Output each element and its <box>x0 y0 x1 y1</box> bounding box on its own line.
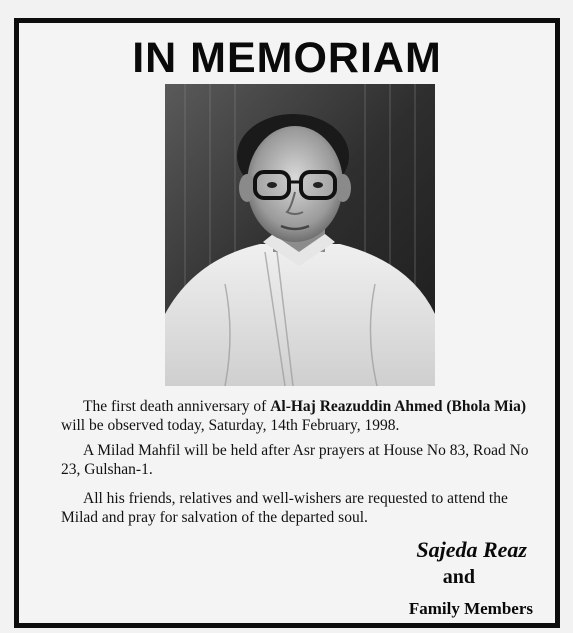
invitation-text: All his friends, relatives and well-wishers are requested to attend the Milad and pray for salvation of the departed soul. <box>61 490 508 526</box>
anniversary-lead: The first death anniversary of <box>83 398 271 415</box>
anniversary-paragraph <box>61 397 545 435</box>
notice-title: IN MEMORIAM <box>132 34 442 82</box>
portrait-photo <box>165 84 435 386</box>
signature-and: and <box>442 566 475 588</box>
milad-paragraph <box>61 441 545 479</box>
anniversary-tail: will be observed today, Saturday, 14th February, 1998. <box>61 417 400 434</box>
signature-family: Family Members <box>408 599 533 618</box>
milad-text: A Milad Mahfil will be held after Asr prayers at House No 83, Road No 23, Gulshan-1. <box>61 442 529 478</box>
memoriam-notice <box>14 18 560 628</box>
deceased-name: Al-Haj Reazuddin Ahmed (Bhola Mia) <box>270 398 526 415</box>
portrait-image <box>165 84 435 386</box>
signature-name: Sajeda Reaz <box>416 537 527 562</box>
invitation-paragraph <box>61 489 545 527</box>
